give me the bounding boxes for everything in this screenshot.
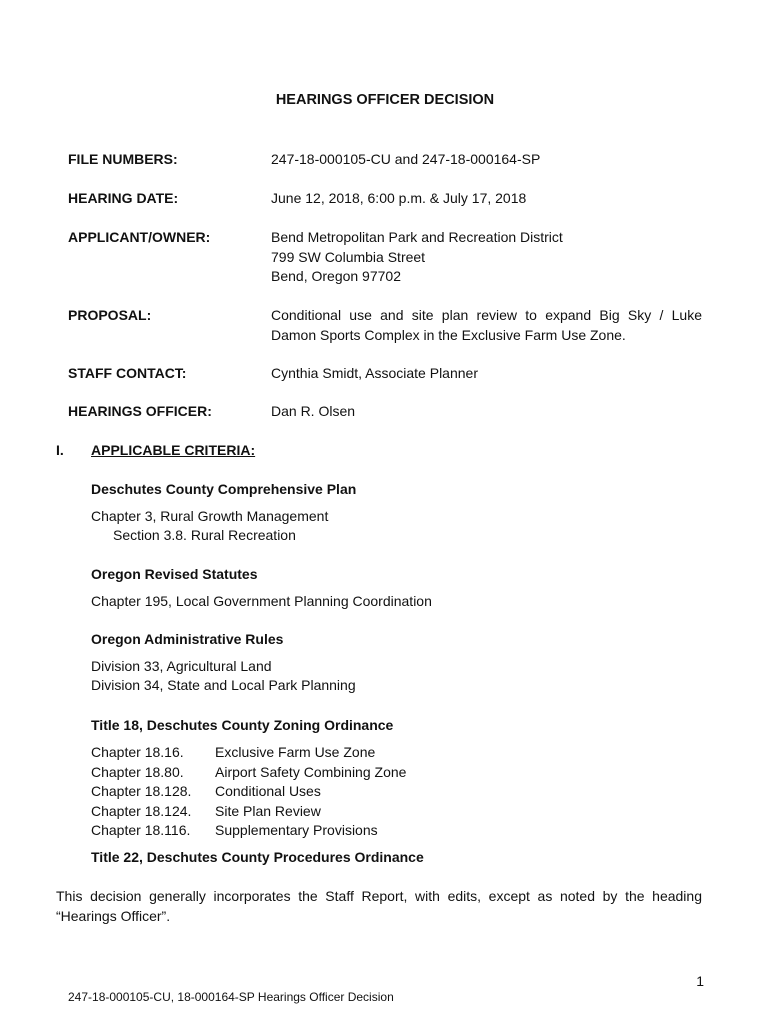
- proposal-value: Conditional use and site plan review to expand Big Sky / Luke Damon Sports Complex in the Exclusive Farm Use Zone.: [271, 307, 702, 343]
- list-item: [91, 821, 406, 841]
- closing-paragraph: This decision generally incorporates the Staff Report, with edits, except as noted by the heading “Hearings Officer”.: [56, 888, 702, 924]
- oar-heading: Oregon Administrative Rules: [91, 631, 284, 647]
- chapter-number: Chapter 18.16.: [91, 744, 184, 760]
- staff-contact-value: Cynthia Smidt, Associate Planner: [271, 365, 478, 381]
- staff-contact-label: STAFF CONTACT:: [68, 365, 187, 381]
- applicant-label: APPLICANT/OWNER:: [68, 229, 211, 245]
- ors-line: Chapter 195, Local Government Planning Coordination: [91, 592, 432, 609]
- list-item: [91, 763, 406, 783]
- chapter-name: Airport Safety Combining Zone: [215, 763, 407, 780]
- oar-line: Division 33, Agricultural Land: [91, 657, 272, 674]
- applicant-line: 799 SW Columbia Street: [271, 248, 426, 265]
- list-item: [91, 782, 406, 802]
- page-number: 1: [696, 973, 704, 989]
- hearing-date-label: HEARING DATE:: [68, 190, 179, 206]
- comp-plan-line: Section 3.8. Rural Recreation: [113, 527, 296, 543]
- comp-plan-line: Chapter 3, Rural Growth Management: [91, 507, 329, 524]
- proposal-label: PROPOSAL:: [68, 307, 152, 323]
- applicant-line: Bend, Oregon 97702: [271, 268, 401, 284]
- applicant-value: [271, 228, 702, 287]
- chapter-name: Site Plan Review: [215, 802, 321, 819]
- hearing-date-value: June 12, 2018, 6:00 p.m. & July 17, 2018: [271, 190, 527, 206]
- oar-block: [91, 630, 356, 696]
- ors-heading: Oregon Revised Statutes: [91, 566, 258, 582]
- list-item: [91, 802, 406, 822]
- chapter-name: Exclusive Farm Use Zone: [215, 744, 376, 760]
- chapter-number: Chapter 18.80.: [91, 763, 184, 780]
- chapter-number: Chapter 18.116.: [91, 822, 191, 838]
- hearings-officer-label: HEARINGS OFFICER:: [68, 403, 212, 419]
- chapter-number: Chapter 18.128.: [91, 783, 192, 799]
- hearings-officer-value: Dan R. Olsen: [271, 403, 356, 419]
- file-numbers-value: 247-18-000105-CU and 247-18-000164-SP: [271, 151, 541, 167]
- list-item: [91, 743, 406, 763]
- chapter-number: Chapter 18.124.: [91, 802, 192, 819]
- comp-plan-heading: Deschutes County Comprehensive Plan: [91, 481, 357, 497]
- page-footer: 247-18-000105-CU, 18-000164-SP Hearings Officer Decision: [68, 990, 394, 1004]
- section-number: I.: [56, 442, 64, 458]
- title22-heading: Title 22, Deschutes County Procedures Ordinance: [91, 849, 424, 865]
- oar-line: Division 34, State and Local Park Planning: [91, 677, 356, 693]
- comp-plan-block: [91, 480, 356, 546]
- chapter-name: Conditional Uses: [215, 783, 321, 799]
- applicant-line: Bend Metropolitan Park and Recreation District: [271, 229, 563, 245]
- chapter-name: Supplementary Provisions: [215, 822, 378, 838]
- title18-chapter-list: [91, 743, 406, 841]
- file-numbers-label: FILE NUMBERS:: [68, 151, 178, 167]
- title18-heading: Title 18, Deschutes County Zoning Ordinance: [91, 717, 394, 733]
- section-title: APPLICABLE CRITERIA:: [91, 442, 256, 458]
- ors-block: [91, 565, 432, 611]
- document-title: HEARINGS OFFICER DECISION: [275, 92, 495, 108]
